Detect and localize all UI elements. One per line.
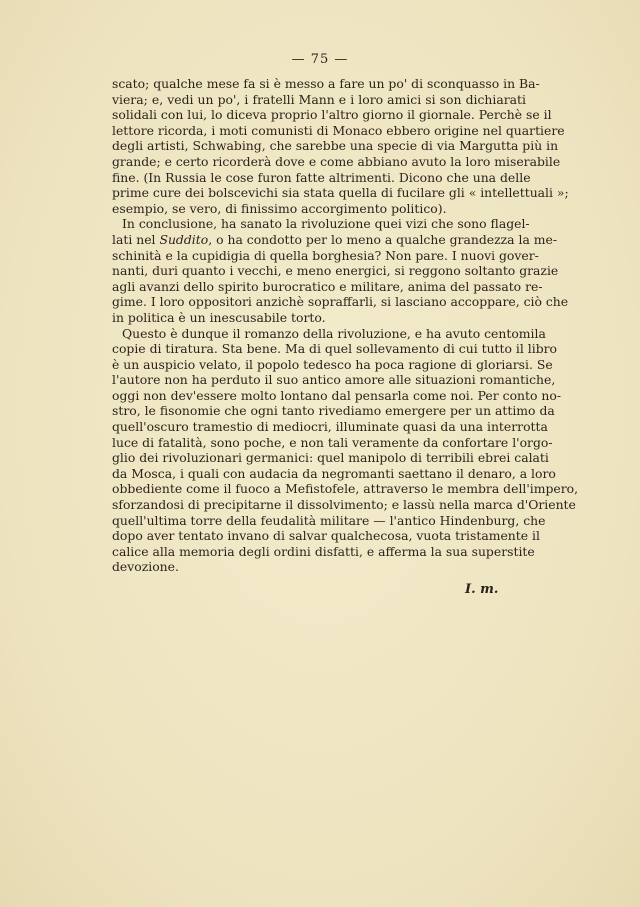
author-signature: I. m. — [465, 582, 499, 597]
text-line: dopo aver tentato invano di salvar qualchecosa, vuota tristamente il — [112, 528, 540, 544]
italic-title: Suddito — [159, 231, 209, 247]
text-line: schinità e la cupidigia di quella borghesia? Non pare. I nuovi gover- — [112, 247, 539, 263]
text-line: in politica è un inescusabile torto. — [112, 309, 326, 325]
text-line: scato; qualche mese fa si è messo a fare un po' di sconquasso in Ba- — [112, 76, 540, 91]
body-text — [112, 76, 579, 575]
text-line: fine. (In Russia le cose furon fatte altrimenti. Dicono che una delle — [112, 169, 531, 185]
text-line: stro, le fisonomie che ogni tanto rivediamo emergere per un attimo da — [112, 403, 555, 419]
text-line: calice alla memoria degli ordini disfatti, e afferma la sua superstite — [112, 543, 535, 559]
text-line: l'autore non ha perduto il suo antico amore alle situazioni romantiche, — [112, 372, 556, 388]
text-line: esempio, se vero, di finissimo accorgimento politico). — [112, 200, 447, 216]
text-line: devozione. — [112, 559, 179, 575]
text-line: quell'oscuro tramestio di mediocri, illuminate quasi da una interrotta — [112, 419, 548, 435]
text-line: agli avanzi dello spirito burocratico e militare, anima del passato re- — [112, 278, 543, 294]
text-line: sforzandosi di precipitarne il dissolvimento; e lassù nella marca d'Oriente — [112, 497, 576, 513]
text-line: nanti, duri quanto i vecchi, e meno energici, si reggono soltanto grazie — [112, 263, 559, 279]
text-line: solidali con lui, lo diceva proprio l'altro giorno il giornale. Perchè se il — [112, 107, 552, 123]
text-line — [112, 231, 558, 248]
text-line: viera; e, vedi un po', i fratelli Mann e i loro amici si son dichiarati — [112, 91, 526, 107]
text-line: copie di tiratura. Sta bene. Ma di quel sollevamento di cui tutto il libro — [112, 341, 558, 357]
text-segment: lati nel — [112, 231, 160, 247]
text-line: prime cure dei bolscevichi sia stata quella di fucilare gli « intellettuali »; — [112, 185, 569, 201]
text-line: In conclusione, ha sanato la rivoluzione quei vizi che sono flagel- — [122, 216, 530, 232]
page-number: — 75 — — [291, 52, 349, 67]
text-line: glio dei rivoluzionari germanici: quel manipolo di terribili ebrei calati — [112, 450, 549, 466]
text-line: lettore ricorda, i moti comunisti di Monaco ebbero origine nel quartiere — [112, 122, 565, 138]
text-line: degli artisti, Schwabing, che sarebbe una specie di via Margutta più in — [112, 138, 559, 154]
text-line: oggi non dev'essere molto lontano dal pensarla come noi. Per conto no- — [112, 387, 562, 403]
text-line: obbediente come il fuoco a Mefistofele, attraverso le membra dell'impero, — [112, 481, 579, 497]
text-line: Questo è dunque il romanzo della rivoluzione, e ha avuto centomila — [122, 325, 546, 341]
text-line: grande; e certo ricorderà dove e come abbiano avuto la loro miserabile — [112, 153, 561, 169]
text-line: è un auspicio velato, il popolo tedesco ha poca ragione di gloriarsi. Se — [112, 356, 553, 372]
text-line: quell'ultima torre della feudalità militare — l'antico Hindenburg, che — [112, 512, 546, 528]
text-line: da Mosca, i quali con audacia da negromanti saettano il denaro, a loro — [112, 465, 556, 481]
text-segment: , o ha condotto per lo meno a qualche grandezza la me- — [208, 231, 558, 247]
text-line: luce di fatalità, sono poche, e non tali veramente da confortare l'orgo- — [112, 434, 553, 450]
text-line: gime. I loro oppositori anzichè sopraffarli, si lasciano accoppare, ciò che — [112, 294, 569, 310]
